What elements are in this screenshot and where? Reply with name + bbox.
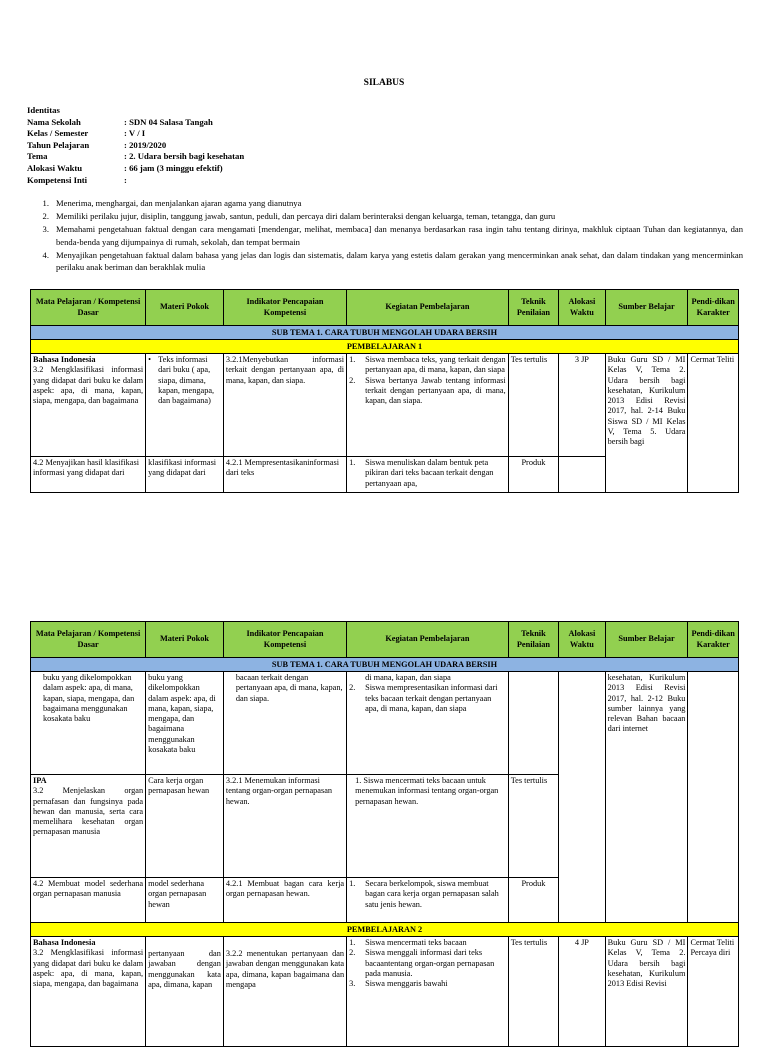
subject-heading: Bahasa Indonesia bbox=[33, 938, 96, 947]
list-item bbox=[349, 979, 506, 989]
indikator-cell: 4.2.1 Mempresentasikaninformasi dari teks bbox=[223, 457, 346, 493]
alokasi-cell: 4 JP bbox=[559, 937, 605, 1047]
indikator-cell: 3.2.2 menentukan pertanyaan dan jawaban dengan menggunakan kata apa, dimana, kapan bagaimana dan mengapa bbox=[223, 937, 346, 1047]
bullet-icon: • bbox=[148, 355, 152, 364]
indikator-cell: 4.2.1 Membuat bagan cara kerja organ pernapasan hewan. bbox=[223, 878, 346, 923]
subtema-row bbox=[31, 326, 739, 340]
pembelajaran-label: PEMBELAJARAN 2 bbox=[31, 923, 739, 937]
subtema-label: SUB TEMA 1. CARA TUBUH MENGOLAH UDARA BERSIH bbox=[31, 658, 739, 672]
subtema-label: SUB TEMA 1. CARA TUBUH MENGOLAH UDARA BERSIH bbox=[31, 326, 739, 340]
teknik-cell: Tes tertulis bbox=[508, 937, 558, 1047]
kd-text: 3.2 Mengklasifikasi informasi yang didapat dari buku ke dalam aspek: apa, di mana, kapan, siapa, mengapa, dan bagaimana bbox=[33, 948, 144, 989]
col-header: Materi Pokok bbox=[146, 622, 224, 658]
list-text: Siswa menggaris bawahi bbox=[365, 979, 448, 989]
col-header: Pendi-dikan Karakter bbox=[688, 290, 739, 326]
materi-text: Teks informasi dari buku ( apa, siapa, dimana, kapan, mengapa, dan bagaimana) bbox=[158, 355, 215, 406]
list-number: 2. bbox=[349, 375, 356, 385]
kegiatan-cell bbox=[347, 937, 509, 1047]
kegiatan-cell bbox=[347, 878, 509, 923]
indikator-cell: 3.2.1 Menemukan informasi tentang organ-organ pernapasan hewan. bbox=[223, 775, 346, 878]
ident-label: Alokasi Waktu bbox=[27, 162, 83, 173]
col-header: Indikator Pencapaian Kompetensi bbox=[223, 622, 346, 658]
list-text: Siswa mencermati teks bacaan bbox=[365, 938, 467, 947]
kegiatan-cell: 1. Siswa mencermati teks bacaan untuk menemukan informasi tentang organ-organ pernapasan hewan. bbox=[347, 775, 509, 878]
alokasi-cell bbox=[559, 672, 605, 923]
teknik-cell: Produk bbox=[508, 457, 558, 493]
sumber-cell: Buku Guru SD / MI Kelas V, Tema 2. Udara bersih bagi kesehatan, Kurikulum 2013 Edisi Revisi bbox=[605, 937, 688, 1047]
list-item bbox=[349, 355, 506, 376]
kd-text: 3.2 Mengklasifikasi informasi yang didapat dari buku ke dalam aspek: apa, di mana, kapan, siapa, mengapa, dan bagaimana bbox=[33, 365, 144, 406]
kd-cell: 4.2 Membuat model sederhana organ pernapasan manusia bbox=[31, 878, 146, 923]
subject-heading: IPA bbox=[33, 776, 47, 785]
teknik-cell: Tes tertulis bbox=[508, 354, 558, 457]
col-header: Materi Pokok bbox=[146, 290, 224, 326]
list-number: 2. bbox=[349, 683, 356, 693]
ident-value: : SDN 04 Salasa Tangah bbox=[124, 116, 213, 127]
materi-cell: Cara kerja organ pernapasan hewan bbox=[146, 775, 224, 878]
materi-cell: klasifikasi informasi yang didapat dari bbox=[146, 457, 224, 493]
materi-cell: model sederhana organ pernapasan hewan bbox=[146, 878, 224, 923]
list-text: Memahami pengetahuan faktual dengan cara mengamati [mendengar, melihat, membaca] dan menanya berdasarkan rasa ingin tahu tentang dirinya, makhluk ciptaan Tuhan dan kegiatannya, dan benda-benda yang dijumpainya di rumah, sekolah, dan tempat bermain bbox=[56, 224, 743, 247]
kegiatan-cell bbox=[347, 672, 509, 775]
kompetensi-inti-list bbox=[27, 197, 743, 274]
list-text: di mana, kapan, dan siapa bbox=[365, 673, 451, 682]
identitas-block bbox=[27, 105, 244, 186]
ident-label: Nama Sekolah bbox=[27, 116, 81, 127]
list-number: 2. bbox=[349, 948, 356, 958]
list-text: Siswa bertanya Jawab tentang informasi terkait dengan pertanyaan apa, di mana, kapan, dan siapa. bbox=[365, 375, 506, 406]
subject-heading: Bahasa Indonesia bbox=[33, 355, 96, 364]
list-number: 2. bbox=[42, 211, 49, 222]
kd-cell bbox=[31, 775, 146, 878]
col-header: Sumber Belajar bbox=[605, 622, 688, 658]
list-number: 3. bbox=[349, 979, 356, 989]
identitas-heading: Identitas bbox=[27, 105, 60, 115]
list-number: 1. bbox=[349, 355, 356, 364]
sumber-cell: Buku Guru SD / MI Kelas V, Tema 2. Udara bersih bagi kesehatan, Kurikulum 2013 Edisi Revisi 2017, hal. 2-14 Buku Siswa SD / MI Kelas V, Tema 5. Udara bersih bagi bbox=[605, 354, 688, 493]
col-header: Alokasi Waktu bbox=[559, 622, 605, 658]
ident-label: Kelas / Semester bbox=[27, 128, 89, 139]
list-item bbox=[349, 683, 506, 714]
kd-cell: buku yang dikelompokkan dalam aspek: apa, di mana, kapan, siapa, mengapa, dan bagaimana menggunakan kosakata baku bbox=[31, 672, 146, 775]
page-title: SILABUS bbox=[363, 78, 405, 88]
silabus-table-1 bbox=[30, 289, 739, 493]
col-header: Mata Pelajaran / Kompetensi Dasar bbox=[31, 290, 146, 326]
col-header: Indikator Pencapaian Kompetensi bbox=[223, 290, 346, 326]
pembelajaran-row bbox=[31, 923, 739, 937]
list-item bbox=[27, 223, 743, 247]
teknik-cell: Produk bbox=[508, 878, 558, 923]
list-number: 1. bbox=[349, 879, 356, 888]
list-text: Siswa menuliskan dalam bentuk peta pikiran dari teks bacaan terkait dengan pertanyaan apa, bbox=[365, 458, 494, 488]
list-number: 1. bbox=[42, 198, 49, 208]
list-item bbox=[349, 879, 506, 910]
materi-cell: pertanyaan dan jawaban dengan menggunakan kata apa, dimana, kapan bbox=[146, 937, 224, 1047]
table-header-row bbox=[31, 290, 739, 326]
ident-row bbox=[27, 128, 244, 140]
materi-cell: buku yang dikelompokkan dalam aspek: apa, di mana, kapan, siapa, mengapa, dan bagaimana menggunakan kosakata baku bbox=[146, 672, 224, 775]
pembelajaran-label: PEMBELAJARAN 1 bbox=[31, 340, 739, 354]
list-text: Siswa menggali informasi dari teks bacaantentang organ-organ pernapasan pada manusia. bbox=[365, 948, 495, 978]
col-header: Sumber Belajar bbox=[605, 290, 688, 326]
list-text: Secara berkelompok, siswa membuat bagan cara kerja organ pernapasan salah satu jenis hewan. bbox=[365, 879, 499, 909]
karakter-cell: Cermat Teliti bbox=[688, 354, 739, 493]
kd-cell: 4.2 Menyajikan hasil klasifikasi informasi yang didapat dari bbox=[31, 457, 146, 493]
indikator-cell: 3.2.1Menyebutkan informasi terkait dengan pertanyaan apa, di mana, kapan, dan siapa. bbox=[223, 354, 346, 457]
list-text: Menerima, menghargai, dan menjalankan ajaran agama yang dianutnya bbox=[56, 198, 302, 208]
ident-value: : bbox=[124, 174, 127, 185]
kd-cell bbox=[31, 354, 146, 457]
list-item bbox=[27, 210, 743, 222]
ident-label: Tema bbox=[27, 151, 48, 162]
list-number: 3. bbox=[42, 224, 49, 235]
list-text: Menyajikan pengetahuan faktual dalam bahasa yang jelas dan logis dan sistematis, dalam karya yang estetis dalam gerakan yang mencerminkan anak sehat, dan dalam tindakan yang mencerminkan perilaku anak beriman dan berakhlak mulia bbox=[56, 249, 743, 273]
silabus-table-2 bbox=[30, 621, 739, 1047]
kd-cell bbox=[31, 937, 146, 1047]
col-header: Teknik Penilaian bbox=[508, 622, 558, 658]
col-header: Pendi-dikan Karakter bbox=[688, 622, 739, 658]
ident-row bbox=[27, 140, 244, 152]
ident-value: : 2. Udara bersih bagi kesehatan bbox=[124, 151, 245, 162]
teknik-cell bbox=[508, 672, 558, 775]
table-header-row bbox=[31, 622, 739, 658]
sumber-cell: kesehatan, Kurikulum 2013 Edisi Revisi 2017, hal. 2-12 Buku sumber lainnya yang relevan Bahan bacaan dari internet bbox=[605, 672, 688, 923]
ident-row bbox=[27, 151, 244, 163]
indikator-cell: bacaan terkait dengan pertanyaan apa, di mana, kapan, dan siapa. bbox=[223, 672, 346, 775]
list-text: Memiliki perilaku jujur, disiplin, tanggung jawab, santun, peduli, dan percaya diri dalam berinteraksi dengan keluarga, teman, tetangga, dan guru bbox=[56, 211, 556, 222]
kegiatan-cell bbox=[347, 354, 509, 457]
list-number: 1. bbox=[349, 938, 356, 947]
ident-value: : 66 jam (3 minggu efektif) bbox=[124, 162, 223, 173]
ident-label: Kompetensi Inti bbox=[27, 174, 88, 185]
list-item bbox=[349, 376, 506, 407]
col-header: Teknik Penilaian bbox=[508, 290, 558, 326]
list-number: 1. bbox=[349, 458, 356, 467]
karakter-cell bbox=[688, 672, 739, 923]
alokasi-cell: 3 JP bbox=[559, 354, 605, 457]
ident-label: Tahun Pelajaran bbox=[27, 139, 90, 150]
kd-text: 3.2 Menjelaskan organ pernafasan dan fungsinya pada hewan dan manusia, serta cara memelihara kesehatan organ pernapasan manusia bbox=[33, 786, 144, 837]
alokasi-cell bbox=[559, 457, 605, 493]
list-item bbox=[349, 938, 506, 948]
list-item bbox=[349, 948, 506, 979]
table-row bbox=[31, 672, 739, 775]
kegiatan-cell bbox=[347, 457, 509, 493]
col-header: Kegiatan Pembelajaran bbox=[347, 622, 509, 658]
subtema-row bbox=[31, 658, 739, 672]
materi-cell bbox=[146, 354, 224, 457]
pembelajaran-row bbox=[31, 340, 739, 354]
list-number: 4. bbox=[42, 249, 49, 260]
ident-row bbox=[27, 117, 244, 129]
list-text: Siswa membaca teks, yang terkait dengan pertanyaan apa, di mana, kapan, dan siapa bbox=[365, 355, 506, 375]
col-header: Kegiatan Pembelajaran bbox=[347, 290, 509, 326]
table-row bbox=[31, 937, 739, 1047]
table-row bbox=[31, 354, 739, 457]
karakter-cell: Cermat Teliti Percaya diri bbox=[688, 937, 739, 1047]
ident-value: : V / I bbox=[124, 128, 146, 139]
ident-row bbox=[27, 163, 244, 175]
col-header: Alokasi Waktu bbox=[559, 290, 605, 326]
teknik-cell: Tes tertulis bbox=[508, 775, 558, 878]
ident-value: : 2019/2020 bbox=[124, 139, 167, 150]
list-item bbox=[27, 197, 743, 209]
list-item bbox=[27, 249, 743, 273]
list-text: Siswa mempresentasikan informasi dari teks bacaan terkait dengan pertanyaan apa, di mana, kapan, dan siapa bbox=[365, 683, 498, 713]
ident-row bbox=[27, 175, 244, 187]
col-header: Mata Pelajaran / Kompetensi Dasar bbox=[31, 622, 146, 658]
list-item bbox=[349, 458, 506, 489]
